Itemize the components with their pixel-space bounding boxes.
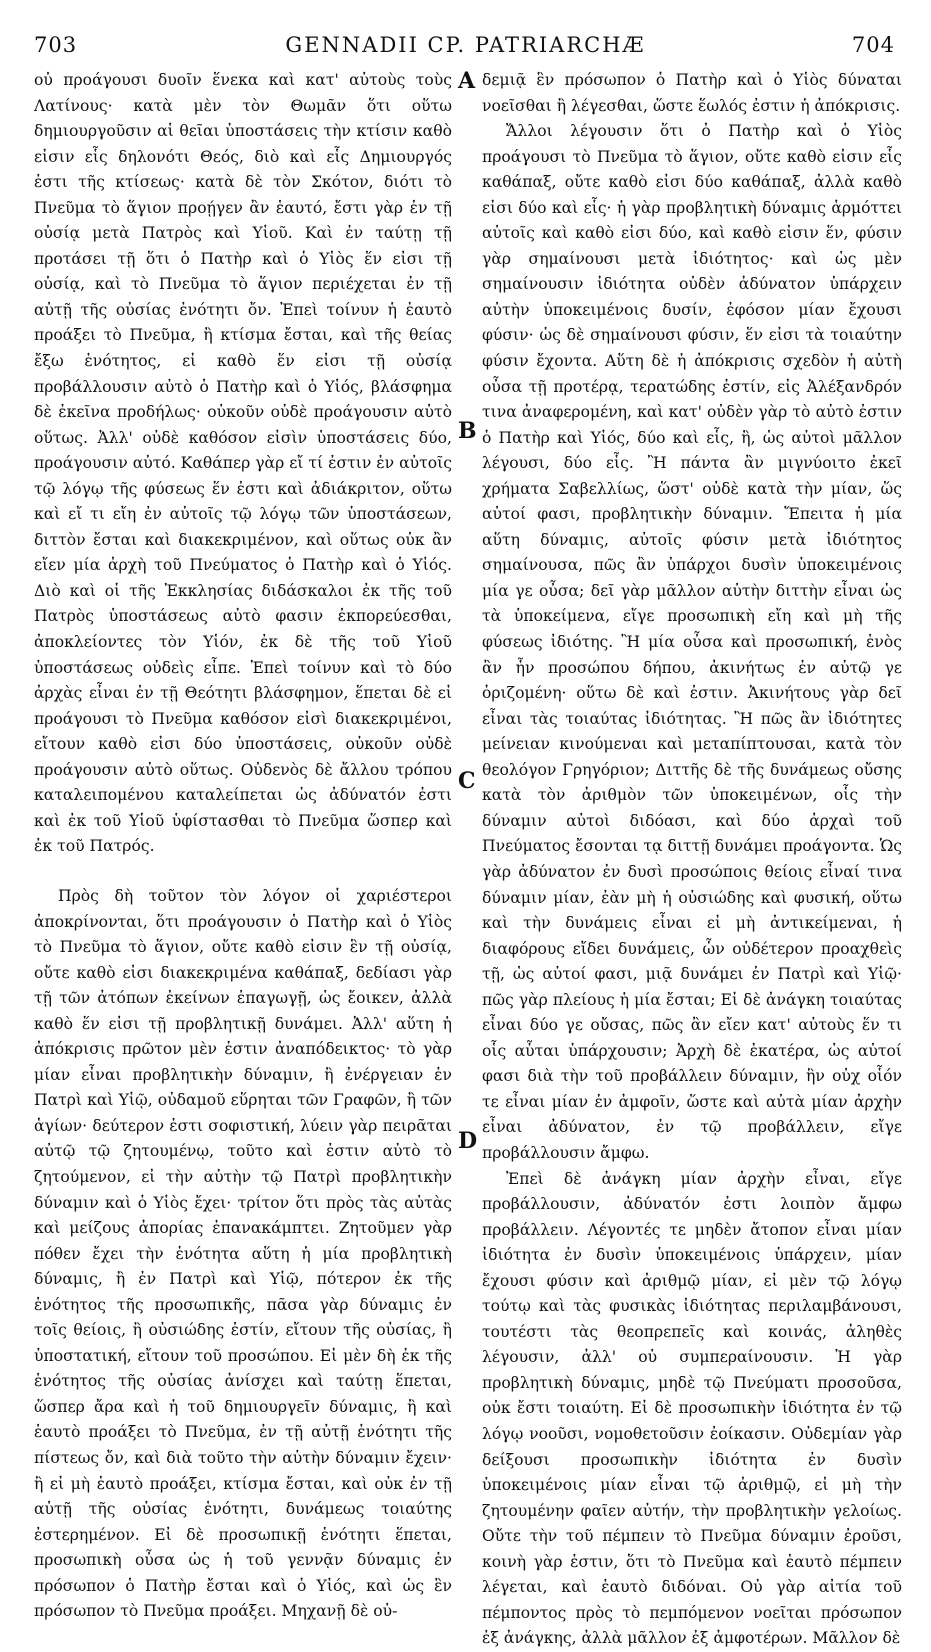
left-column [34,68,452,1625]
margin-marker-b: B [458,418,477,444]
left-paragraph-2: Πρὸς δὴ τοῦτον τὸν λόγον οἱ χαριέστεροι ἀποκρίνονται, ὅτι προάγουσιν ὁ Πατὴρ καὶ ὁ Υἱὸς τὸ Πνεῦμα τὸ ἅγιον, οὔτε καθὸ εἰσιν ἓν τῇ οὐσίᾳ, οὔτε καθὸ εἰσι διακεκριμένα καθάπαξ, δεδίασι γὰρ τῇ τῶν ἀτόπων ἐκείνων ἐπαγωγῇ, ὡς ἔοικεν, ἀλλὰ καθὸ ἕν εἰσι τῇ προβλητικῇ δυνάμει. Ἀλλ' αὕτη ἡ ἀπόκρισις πρῶτον μὲν ἐστιν ἀναπόδεικτος· τὸ γὰρ μίαν εἶναι προβλητικὴν δύναμιν, ἢ ἐνέργειαν ἐν Πατρὶ καὶ Υἱῷ, οὐδαμοῦ εὕρηται τῶν Γραφῶν, ἢ τῶν ἁγίων· δεύτερον ἐστι σοφιστική, λύειν γὰρ πειρᾶται αὐτῷ τῷ ζητουμένῳ, τοῦτο καὶ ἐστιν αὐτὸ τὸ ζητούμενον, εἰ τὴν αὐτὴν τῷ Πατρὶ προβλητικὴν δύναμιν καὶ ὁ Υἱὸς ἔχει· τρίτον ὅτι πρὸς τὰς αὐτὰς καὶ μείζους ἀπορίας ἐπανακάμπτει. Ζητοῦμεν γὰρ πόθεν ἔχει τὴν ἑνότητα αὕτη ἡ μία προβλητικὴ δύναμις, ἢ ἐν Πατρὶ καὶ Υἱῷ, πότερον ἐκ τῆς ἑνότητος τῆς προσωπικῆς, πᾶσα γὰρ δύναμις ἐν τοῖς θείοις, ἢ οὐσιώδης ἐστίν, εἴτουν τῆς οὐσίας, ἢ ὑποστατική, εἴτουν τοῦ προσώπου. Εἰ μὲν δὴ ἐκ τῆς ἑνότητος τῆς οὐσίας ἀνίσχει καὶ ταύτῃ ἕπεται, ὥσπερ ἄρα καὶ ἡ τοῦ δημιουργεῖν δύναμις, ἢ καὶ ἑαυτὸ προάξει τὸ Πνεῦμα, ἐν τῇ αὐτῇ ἑνότητι τῆς πίστεως ὄν, καὶ διὰ τοῦτο τὴν αὐτὴν δύναμιν ἔχειν· ἢ εἰ μὴ ἑαυτὸ προάξει, κτίσμα ἔσται, καὶ οὐκ ἐν τῇ αὐτῇ τῆς οὐσίας ἑνότητι, δυνάμεως τοιαύτης ἐστερημένον. Εἰ δὲ προσωπικῇ ἑνότητι ἕπεται, προσωπικὴ οὖσα ὡς ἡ τοῦ γεννᾷν δύναμις ἐν πρόσωπον ὁ Πατὴρ ἔσται καὶ ὁ Υἱός, καὶ ὡς ἓν πρόσωπον τὸ Πνεῦμα προάξει. Μηχανῇ δὲ οὐ- [34,886,452,1621]
right-column [482,68,902,1652]
running-title: GENNADII CP. PATRIARCHÆ [285,33,646,57]
margin-marker-a: A [458,68,476,94]
page-number-right: 704 [851,33,895,57]
right-paragraph-3: Ἐπεὶ δὲ ἀνάγκη μίαν ἀρχὴν εἶναι, εἴγε προβάλλουσιν, ἀδύνατόν ἐστι λοιπὸν ἄμφω προβάλλειν. Λέγοντές τε μηδὲν ἄτοπον εἶναι μίαν ἰδιότητα ἐν δυσὶν ὑποκειμένοις ὑπάρχειν, μίαν ἔχουσι φύσιν καὶ ἀριθμῷ μίαν, εἰ μὲν τῷ λόγῳ τούτῳ καὶ τὰς φυσικὰς ἰδιότητας περιλαμβάνουσι, τουτέστι τὰς θεοπρεπεῖς καὶ κοινάς, ἀληθὲς λέγουσιν, ἀλλ' οὐ συμπεραίνουσιν. Ἡ γὰρ προβλητικὴ δύναμις, μηδὲ τῷ Πνεύματι προσοῦσα, οὐκ ἔστι τοιαύτη. Εἰ δὲ προσωπικὴν ἰδιότητα ἐν τῷ λόγῳ νοοῦσι, νομοθετοῦσιν ἐοίκασιν. Οὐδεμίαν γὰρ δείξουσι προσωπικὴν ἰδιότητα ἐν δυσὶν ὑποκειμένοις μίαν εἶναι τῷ ἀριθμῷ, εἰ μὴ τὴν ζητουμένην φαῖεν αὐτήν, τὴν προβλητικὴν γελοίως. Οὔτε τὴν τοῦ πέμπειν τὸ Πνεῦμα δύναμιν ἐροῦσι, κοινὴ γὰρ ἐστιν, ὅτι τὸ Πνεῦμα καὶ ἑαυτὸ πέμπειν λέγεται, καὶ ἑαυτὸ διδόναι. Οὐ γὰρ αἰτία τοῦ πέμποντος πρὸς τὸ πεμπόμενον νοεῖται πρόσωπον ἐξ ἀνάγκης, ἀλλὰ μᾶλλον ἐξ ἀμφοτέρων. Μᾶλλον δὲ [482,1169,902,1648]
margin-marker-d: D [458,1128,478,1154]
left-paragraph-1: οὐ προάγουσι δυοῖν ἕνεκα καὶ κατ' αὐτοὺς τοὺς Λατίνους· κατὰ μὲν τὸν Θωμᾶν ὅτι οὕτω δημιουργοῦσιν αἱ θεῖαι ὑποστάσεις τὴν κτίσιν καθὸ εἰσιν εἷς δηλονότι Θεός, διὸ καὶ εἷς Δημιουργός ἐστι τῆς κτίσεως· κατὰ δὲ τὸν Σκότον, διότι τὸ Πνεῦμα τὸ ἅγιον προῄγεν ἂν ἑαυτό, ἔστι γὰρ ἐν τῇ οὐσίᾳ μετὰ Πατρὸς καὶ Υἱοῦ. Καὶ ἐν ταύτῃ τῇ προτάσει τῇ ὅτι ὁ Πατὴρ καὶ ὁ Υἱὸς ἕν εἰσι τῇ οὐσίᾳ, καὶ τὸ Πνεῦμα τὸ ἅγιον περιέχεται ἐν τῇ αὐτῇ τῆς οὐσίας ἑνότητι ὄν. Ἐπεὶ τοίνυν ἡ ἑαυτὸ προάξει τὸ Πνεῦμα, ἢ κτίσμα ἔσται, καὶ τῆς θείας ἔξω ἑνότητος, εἰ καθὸ ἕν εἰσι τῇ οὐσίᾳ προβάλλουσιν αὐτὸ ὁ Πατὴρ καὶ ὁ Υἱός, βλάσφημα δὲ ἐκεῖνα προδήλως· οὐκοῦν οὐδὲ προάγουσιν αὐτὸ οὕτως. Ἀλλ' οὐδὲ καθόσον εἰσὶν ὑποστάσεις δύο, προάγουσιν αὐτό. Καθάπερ γὰρ εἴ τί ἐστιν ἐν αὐτοῖς τῷ λόγῳ τῆς φύσεως ἕν ἐστι καὶ ἀδιάκριτον, οὕτω καὶ εἴ τι εἴη ἐν αὐτοῖς τῷ λόγῳ τῶν ὑποστάσεων, διττὸν ἔσται καὶ διακεκριμένον, καὶ οὕτως οὐκ ἂν εἴεν μία ἀρχὴ τοῦ Πνεύματος ὁ Πατὴρ καὶ ὁ Υἱός. Διὸ καὶ οἱ τῆς Ἐκκλησίας διδάσκαλοι ἐκ τῆς τοῦ Πατρὸς ὑποστάσεως αὐτὸ φασιν ἐκπορεύεσθαι, ἀποκλείοντες τὸν Υἱόν, ἐκ δὲ τῆς τοῦ Υἱοῦ ὑποστάσεως οὐδεὶς εἶπε. Ἐπεὶ τοίνυν καὶ τὸ δύο ἀρχὰς εἶναι ἐν τῇ Θεότητι βλάσφημον, ἕπεται δὲ εἰ προάγουσι τὸ Πνεῦμα καθόσον εἰσὶ διακεκριμένοι, εἴτουν καθὸ εἰσι δύο ὑποστάσεις, οὐκοῦν οὐδὲ προάγουσιν αὐτὸ οὕτως. Οὐδενὸς δὲ ἄλλου τρόπου καταλειπομένου καταλείπεται ὡς ἀδύνατόν ἐστι καὶ ἐκ τοῦ Υἱοῦ ὑφίστασθαι τὸ Πνεῦμα ὥσπερ καὶ ἐκ τοῦ Πατρός. [34,71,452,856]
page-header [0,0,931,60]
right-paragraph-1: δεμιᾷ ἓν πρόσωπον ὁ Πατὴρ καὶ ὁ Υἱὸς δύναται νοεῖσθαι ἢ λέγεσθαι, ὥστε ἕωλός ἐστιν ἡ ἀπόκρισις. [482,71,902,115]
margin-marker-c: C [458,768,476,794]
page-number-left: 703 [34,33,78,57]
right-paragraph-2: Ἄλλοι λέγουσιν ὅτι ὁ Πατὴρ καὶ ὁ Υἱὸς προάγουσι τὸ Πνεῦμα τὸ ἅγιον, οὔτε καθὸ εἰσιν εἷς καθάπαξ, οὔτε καθὸ εἰσι δύο καθάπαξ, ἀλλὰ καθὸ εἰσι δύο καὶ εἷς· ἡ γὰρ προβλητικὴ δύναμις ἁρμόττει αὐτοῖς καὶ καθὸ εἰσι δύο, καὶ καθὸ εἰσιν ἕν, φύσιν γὰρ σημαίνουσι μετὰ ἰδιότητος· καὶ ὡς μὲν σημαίνουσιν ἰδιότητα οὐδὲν ἀδύνατον ὑπάρχειν αὐτὴν ὑποκειμένοις δυσίν, ἐφόσον μίαν ἔχουσι φύσιν· ὡς δὲ σημαίνουσι φύσιν, ἕν εἰσι τὰ τοιαύτην φύσιν ἔχοντα. Αὕτη δὲ ἡ ἀπόκρισις σχεδὸν ἡ αὐτὴ οὖσα τῇ προτέρᾳ, τερατώδης ἐστίν, εἰς Ἀλέξανδρόν τινα ἀναφερομένη, καὶ κατ' οὐδὲν γὰρ τὸ αὐτὸ ἐστιν ὁ Πατὴρ καὶ Υἱός, δύο καὶ εἷς, ἢ, ὡς αὐτοὶ μᾶλλον λέγουσι, δύο εἷς. Ἢ πάντα ἂν μιγνύοιτο ἐκεῖ χρήματα Σαβελλίως, ὥστ' οὐδὲ κατὰ τὴν μίαν, ὥς αὐτοί φασι, προβλητικὴν δύναμιν. Ἔπειτα ἡ μία αὕτη δύναμις, αὐτοῖς φύσιν μετὰ ἰδιότητος σημαίνουσα, πῶς ἂν ὑπάρχοι δυσὶν ὑποκειμένοις μία γε οὖσα; δεῖ γὰρ μᾶλλον αὐτὴν διττὴν εἶναι ὡς τὰ ὑποκείμενα, εἴγε προσωπικὴ εἴη καὶ μὴ τῆς φύσεως ἰδιότης. Ἢ μία οὖσα καὶ προσωπική, ἑνὸς ἂν ἦν προσώπου δήπου, ἀκινήτως ἐν αὐτῷ γε ὁριζομένη· οὕτω δὲ καὶ ἐστιν. Ἀκινήτους γὰρ δεῖ εἶναι τὰς τοιαύτας ἰδιότητας. Ἢ πῶς ἂν ἰδιότητες μείνειαν κινούμεναι καὶ μεταπίπτουσαι, κατὰ τὸν θεολόγον Γρηγόριον; Διττῆς δὲ τῆς δυνάμεως οὔσης κατὰ τὸν ἀριθμὸν τῶν ὑποκειμένων, οἷς τὴν δύναμιν αὐτοὶ διδόασι, καὶ δύο ἀρχαὶ τοῦ Πνεύματος ἔσονται τᾳ διττῇ δυνάμει προάγοντα. Ὡς γὰρ ἀδύνατον ἐν δυσὶ προσώποις θείοις εἶναί τινα δύναμιν μίαν, ἐὰν μὴ ἡ οὐσιώδης καὶ φυσική, οὕτω καὶ τὴν δυνάμεις εἶναι εἰ μὴ ἀντικείμεναι, ἡ διαφόρους εἴδει δυνάμεις, ὧν οὐδέτερον προαχθεὶς τῇ, ὡς αὐτοί φασι, μιᾷ δυνάμει ἐν Πατρὶ καὶ Υἱῷ· πῶς γὰρ πλείους ἡ μία ἔσται; Εἰ δὲ ἀνάγκη τοιαύτας εἶναι δύο γε οὔσας, πῶς ἂν εἴεν κατ' αὐτοὺς ἕν τι οἷς αὗται ὑπάρχουσιν; Ἀρχὴ δὲ ἑκατέρα, ὡς αὐτοί φασι διὰ τὴν τοῦ προβάλλειν δύναμιν, ἣν οὐχ οἷόν τε εἶναι μίαν ἐν ἀμφοῖν, ὥστε καὶ αὐτὰ μίαν ἀρχὴν εἶναι ἀδύνατον, ἐν τῷ προβάλλειν, εἴγε προβάλλουσιν ἄμφω. [482,122,902,1162]
